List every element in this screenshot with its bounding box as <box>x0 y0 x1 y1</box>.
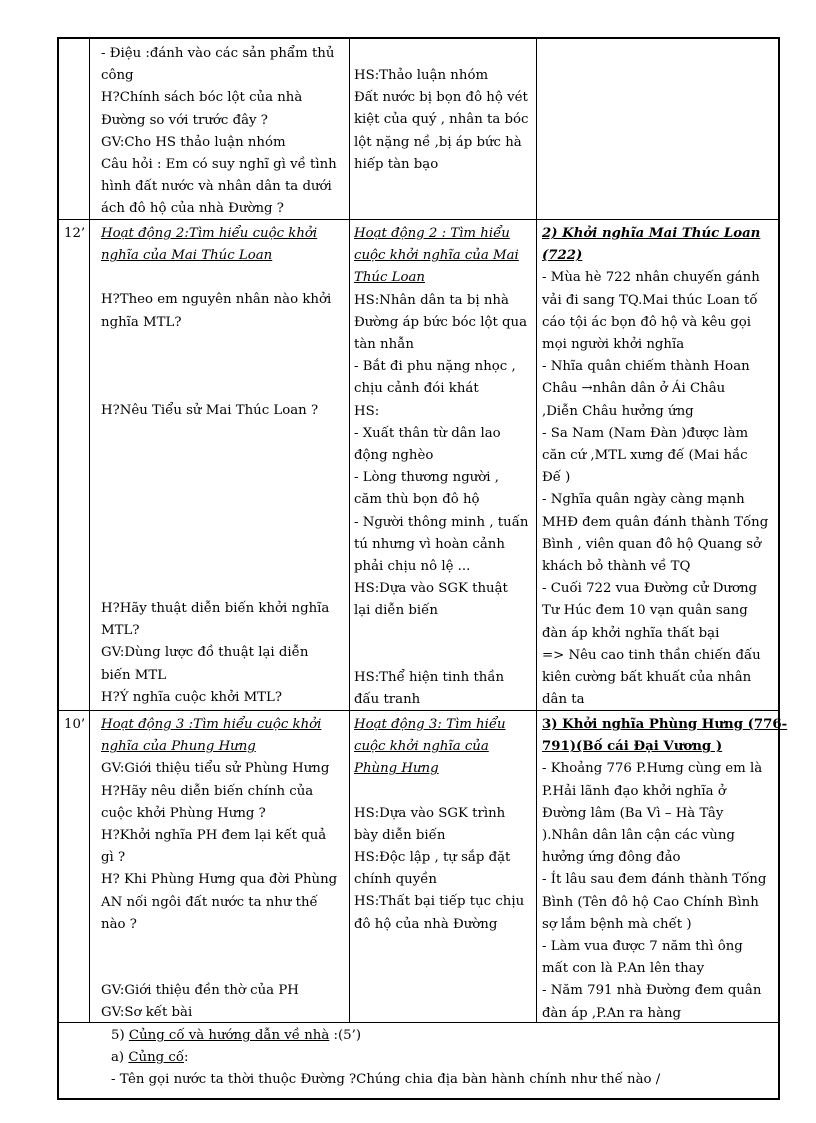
text-line: mọi người khởi nghĩa <box>542 337 685 353</box>
text-line: Bình , viên quan đô hộ Quang sở <box>542 536 762 552</box>
text-line: HS:Độc lập , tự sắp đặt <box>354 850 511 866</box>
text-line: động nghèo <box>354 448 434 464</box>
text-line: - Xuất thân từ dân lao <box>354 425 501 441</box>
text-line: H?Khởi nghĩa PH đem lại kết quả <box>101 828 327 844</box>
row3-time: 10’ <box>64 717 86 732</box>
footer-section <box>111 1025 660 1091</box>
subsection-line <box>111 1047 660 1069</box>
text-line: Đế ) <box>542 470 571 486</box>
section-title: Củng cố và hướng dẫn về nhà <box>128 1028 330 1043</box>
text-line: chịu cảnh đói khát <box>354 381 479 397</box>
text-line: - Bắt đi phu nặng nhọc , <box>354 359 516 375</box>
text-line: dân ta <box>542 692 585 708</box>
section-heading: 2) Khởi nghĩa Mai Thúc Loan <box>542 226 761 241</box>
section-time: :(5’) <box>333 1028 362 1043</box>
text-line: H?Ý nghĩa cuộc khởi MTL? <box>101 689 283 705</box>
text-line: biến MTL <box>101 667 167 683</box>
text-line: hình đất nước và nhân dân ta dưới <box>101 179 332 195</box>
column-divider <box>536 39 537 1022</box>
column-divider <box>89 39 90 1022</box>
lesson-plan-table <box>57 37 788 1100</box>
text-line: HS:Dựa vào SGK thuật <box>354 581 508 597</box>
text-line: H? Khi Phùng Hưng qua đời Phùng <box>101 872 338 888</box>
text-line: Đường so với trước đây ? <box>101 112 268 128</box>
text-line: HS:Thảo luận nhóm <box>354 68 489 83</box>
row2-teacher-cell <box>101 223 331 709</box>
text-line: HS: <box>354 403 380 419</box>
section-heading: 791)(Bố cái Đại Vương ) <box>542 739 723 755</box>
activity-heading: Hoạt động 2:Tìm hiểu cuộc khởi <box>101 226 318 241</box>
text-line: đấu tranh <box>354 691 421 707</box>
text-line: gì ? <box>101 850 126 866</box>
review-question: - Tên gọi nước ta thời thuộc Đường ?Chúng chia địa bàn hành chính như thế nào / <box>111 1072 661 1087</box>
row2-time: 12’ <box>64 226 86 241</box>
section-number: 5) <box>111 1028 125 1043</box>
text-line: Tư Húc đem 10 vạn quân sang <box>542 603 748 619</box>
subsection-number: a) <box>111 1050 125 1065</box>
text-line: vải đi sang TQ.Mai thúc Loan tố <box>542 292 758 308</box>
text-line: HS:Thể hiện tinh thần <box>354 669 505 685</box>
activity-heading: cuộc khởi nghĩa của Mai <box>354 248 519 264</box>
text-line: H?Nêu Tiểu sử Mai Thúc Loan ? <box>101 402 319 418</box>
text-line: => Nêu cao tinh thần chiến đấu <box>542 647 761 663</box>
text-line: - Điệu :đánh vào các sản phẩm thủ <box>101 46 335 61</box>
activity-heading: nghĩa của Mai Thúc Loan <box>101 248 273 264</box>
text-line: - Khoảng 776 P.Hưng cùng em là <box>542 761 763 777</box>
text-line: MHĐ đem quân đánh thành Tống <box>542 514 769 530</box>
text-line: - Nhĩa quân chiếm thành Hoan <box>542 359 750 375</box>
text-line: nghĩa MTL? <box>101 314 182 330</box>
text-line: HS:Dựa vào SGK trình <box>354 805 506 821</box>
text-line: - Mùa hè 722 nhân chuyến gánh <box>542 270 760 286</box>
row1-student-cell <box>354 65 529 176</box>
text-line: căn cứ ,MTL xưng đế (Mai hắc <box>542 448 748 464</box>
text-line: H?Chính sách bóc lột của nhà <box>101 90 303 106</box>
text-line: - Nghĩa quân ngày càng mạnh <box>542 492 745 508</box>
activity-heading: Hoạt động 2 : Tìm hiểu <box>354 226 510 241</box>
text-line: H?Hãy thuật diễn biến khởi nghĩa <box>101 601 330 617</box>
text-line: hiếp tàn bạo <box>354 156 439 172</box>
text-line: GV:Cho HS thảo luận nhóm <box>101 134 286 150</box>
text-line: đô hộ của nhà Đường <box>354 916 498 932</box>
text-line: đàn áp ,P.An ra hàng <box>542 1005 682 1021</box>
text-line: tú nhưng vì hoàn cảnh <box>354 536 505 552</box>
subsection-colon: : <box>183 1050 189 1065</box>
section-title-line <box>111 1025 660 1047</box>
text-line: chính quyền <box>354 872 437 888</box>
section-heading: 3) Khởi nghĩa Phùng Hưng (776- <box>542 717 788 732</box>
subsection-title: Củng cố <box>128 1050 184 1065</box>
text-line: đàn áp khởi nghĩa thất bại <box>542 625 720 641</box>
activity-heading: cuộc khởi nghĩa của <box>354 739 489 755</box>
text-line: kiệt của quý , nhân ta bóc <box>354 112 529 128</box>
activity-heading: Thúc Loan <box>354 270 425 286</box>
text-line: căm thù bọn đô hộ <box>354 492 480 508</box>
text-line: MTL? <box>101 623 140 639</box>
text-line: Đường áp bức bóc lột qua <box>354 314 528 330</box>
text-line: ách đô hộ của nhà Đường ? <box>101 201 284 217</box>
text-line: kiên cường bất khuất của nhân <box>542 670 752 686</box>
text-line: - Lòng thương người , <box>354 470 499 486</box>
text-line: sợ lắm bệnh mà chết ) <box>542 916 692 932</box>
text-line: - Ít lâu sau đem đánh thành Tống <box>542 872 767 888</box>
text-line: phải chịu nô lệ ... <box>354 559 471 575</box>
text-line: - Sa Nam (Nam Đàn )được làm <box>542 425 749 441</box>
text-line: bày diễn biến <box>354 827 446 843</box>
text-line: - Năm 791 nhà Đường đem quân <box>542 983 762 999</box>
text-line: HS:Thất bại tiếp tục chịu <box>354 894 525 910</box>
column-divider <box>349 39 350 1022</box>
text-line: GV:Dùng lược đồ thuật lại diễn <box>101 645 309 661</box>
text-line: công <box>101 68 134 84</box>
row3-teacher-cell <box>101 714 337 1024</box>
text-line: Đất nước bị bọn đô hộ vét <box>354 90 528 106</box>
text-line: AN nối ngôi đất nước ta như thế <box>101 894 318 910</box>
text-line: nào ? <box>101 916 137 932</box>
text-line: lại diễn biến <box>354 603 438 619</box>
text-line: tàn nhẫn <box>354 337 414 353</box>
text-line: hưởng ứng đông đảo <box>542 850 681 866</box>
text-line: Châu →nhân dân ở Ái Châu <box>542 381 726 397</box>
text-line: ).Nhân dân lân cận các vùng <box>542 828 735 844</box>
text-line: H?Hãy nêu diễn biến chính của <box>101 783 314 799</box>
row1-teacher-cell <box>101 43 337 221</box>
section-heading: (722) <box>542 248 583 264</box>
row2-student-cell <box>354 223 528 711</box>
row2-content-cell <box>542 223 768 711</box>
row3-content-cell <box>542 714 787 1025</box>
text-line: ,Diễn Châu hưởng ứng <box>542 403 694 419</box>
text-line: HS:Nhân dân ta bị nhà <box>354 292 509 308</box>
text-line: lột nặng nề ,bị áp bức hà <box>354 134 522 150</box>
text-line: GV:Giới thiệu đền thờ của PH <box>101 983 299 999</box>
text-line: P.Hải lãnh đạo khởi nghĩa ở <box>542 783 726 799</box>
text-line: cáo tội ác bọn đô hộ và kêu gọi <box>542 314 752 330</box>
row3-student-cell <box>354 714 524 936</box>
text-line: mất con là P.An lên thay <box>542 961 705 977</box>
text-line: khách bỏ thành về TQ <box>542 559 691 575</box>
text-line: GV:Giới thiệu tiểu sử Phùng Hưng <box>101 761 330 777</box>
text-line: - Cuối 722 vua Đường cử Dương <box>542 581 758 597</box>
text-line: cuộc khởi Phùng Hưng ? <box>101 805 266 821</box>
text-line: - Làm vua được 7 năm thì ông <box>542 939 743 955</box>
text-line: Bình (Tên đô hộ Cao Chính Bình <box>542 894 759 910</box>
activity-heading: nghĩa của Phung Hưng <box>101 739 256 755</box>
text-line: H?Theo em nguyên nhân nào khởi <box>101 292 332 308</box>
text-line: GV:Sơ kết bài <box>101 1005 193 1021</box>
text-line: Câu hỏi : Em có suy nghĩ gì về tình <box>101 157 337 173</box>
activity-heading: Hoạt động 3: Tìm hiểu <box>354 717 506 732</box>
text-line: - Người thông minh , tuấn <box>354 514 529 530</box>
text-line: Đường lâm (Ba Vì – Hà Tây <box>542 805 724 821</box>
activity-heading: Hoạt động 3 :Tìm hiểu cuộc khởi <box>101 717 322 732</box>
activity-heading: Phùng Hưng <box>354 761 439 777</box>
